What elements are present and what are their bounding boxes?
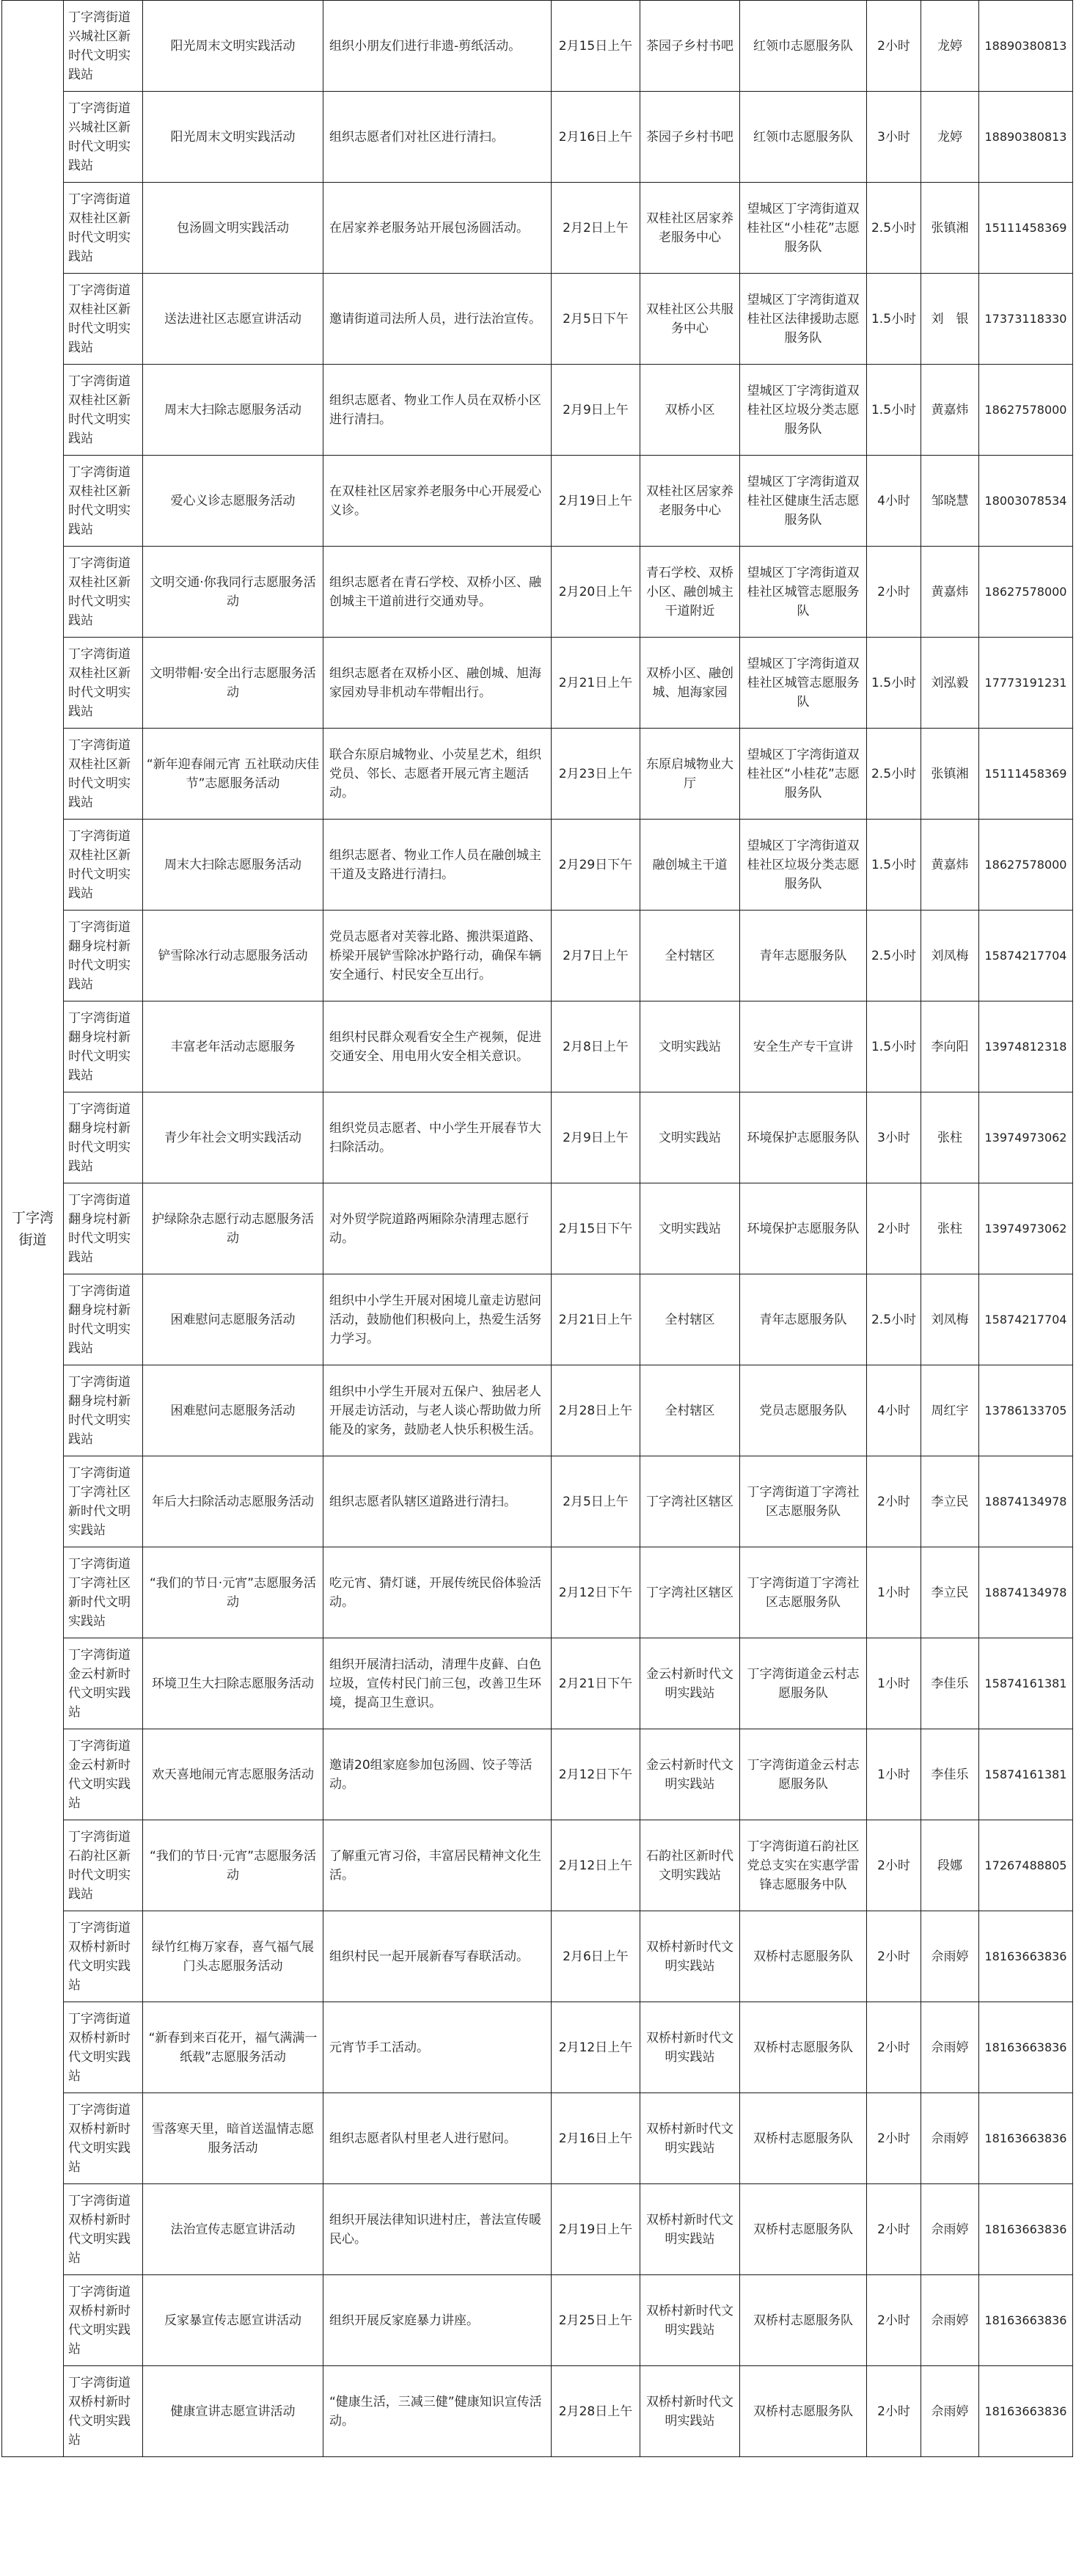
activity-name-cell: 绿竹红梅万家春，喜气福气展门头志愿服务活动 — [143, 1911, 323, 2002]
activity-content-cell: 组织志愿者们对社区进行清扫。 — [323, 92, 552, 183]
activity-content-cell: 了解重元宵习俗，丰富居民精神文化生活。 — [323, 1820, 552, 1911]
activity-place-cell: 茶园子乡村书吧 — [640, 1, 740, 92]
contact-phone-cell: 18163663836 — [979, 2366, 1073, 2457]
contact-person-cell: 周红宇 — [921, 1365, 979, 1456]
activity-content-cell: 在双桂社区居家养老服务中心开展爱心义诊。 — [323, 456, 552, 547]
duration-cell: 3小时 — [867, 92, 921, 183]
duration-cell: 2小时 — [867, 2275, 921, 2366]
contact-phone-cell: 18890380813 — [979, 92, 1073, 183]
contact-phone-cell: 13974812318 — [979, 1001, 1073, 1092]
volunteer-team-cell: 望城区丁字湾街道双桂社区城管志愿服务队 — [740, 638, 867, 729]
activity-place-cell: 全村辖区 — [640, 1365, 740, 1456]
activity-content-cell: 组织中小学生开展对困境儿童走访慰问活动，鼓励他们积极向上，热爱生活努力学习。 — [323, 1274, 552, 1365]
duration-cell: 1.5小时 — [867, 365, 921, 456]
duration-cell: 1小时 — [867, 1638, 921, 1729]
activity-name-cell: 雪落寒天里，暗首送温情志愿服务活动 — [143, 2093, 323, 2184]
duration-cell: 1.5小时 — [867, 1001, 921, 1092]
volunteer-team-cell: 双桥村志愿服务队 — [740, 2093, 867, 2184]
contact-person-cell: 佘雨婷 — [921, 2184, 979, 2275]
contact-phone-cell: 15111458369 — [979, 729, 1073, 820]
table-row — [2, 1547, 1073, 1638]
station-cell: 丁字湾街道双桂社区新时代文明实践站 — [64, 274, 143, 365]
contact-person-cell: 李立民 — [921, 1547, 979, 1638]
duration-cell: 2小时 — [867, 2184, 921, 2275]
contact-person-cell: 刘凤梅 — [921, 911, 979, 1001]
contact-person-cell: 刘 银 — [921, 274, 979, 365]
duration-cell: 2.5小时 — [867, 183, 921, 274]
station-cell: 丁字湾街道兴城社区新时代文明实践站 — [64, 92, 143, 183]
table-row — [2, 274, 1073, 365]
station-cell: 丁字湾街道双桥村新时代文明实践站 — [64, 2275, 143, 2366]
activity-place-cell: 文明实践站 — [640, 1092, 740, 1183]
volunteer-team-cell: 双桥村志愿服务队 — [740, 2366, 867, 2457]
activity-content-cell: 吃元宵、猜灯谜，开展传统民俗体验活动。 — [323, 1547, 552, 1638]
activity-content-cell: 邀请街道司法所人员，进行法治宣传。 — [323, 274, 552, 365]
activity-place-cell: 金云村新时代文明实践站 — [640, 1729, 740, 1820]
station-cell: 丁字湾街道翻身垸村新时代文明实践站 — [64, 1274, 143, 1365]
activity-name-cell: 周末大扫除志愿服务活动 — [143, 820, 323, 911]
station-cell: 丁字湾街道兴城社区新时代文明实践站 — [64, 1, 143, 92]
volunteer-team-cell: 丁字湾街道丁字湾社区志愿服务队 — [740, 1456, 867, 1547]
duration-cell: 2小时 — [867, 1820, 921, 1911]
contact-phone-cell: 18627578000 — [979, 547, 1073, 638]
activity-name-cell: 环境卫生大扫除志愿服务活动 — [143, 1638, 323, 1729]
contact-person-cell: 佘雨婷 — [921, 2002, 979, 2093]
activity-content-cell: 组织志愿者、物业工作人员在双桥小区进行清扫。 — [323, 365, 552, 456]
table-row — [2, 638, 1073, 729]
table-row — [2, 2093, 1073, 2184]
activity-place-cell: 文明实践站 — [640, 1001, 740, 1092]
table-row — [2, 2275, 1073, 2366]
activity-time-cell: 2月23日上午 — [552, 729, 640, 820]
contact-phone-cell: 17373118330 — [979, 274, 1073, 365]
contact-person-cell: 张镇湘 — [921, 183, 979, 274]
table-row — [2, 1001, 1073, 1092]
table-body — [2, 1, 1073, 2457]
contact-phone-cell: 15874161381 — [979, 1638, 1073, 1729]
duration-cell: 4小时 — [867, 456, 921, 547]
activity-time-cell: 2月12日下午 — [552, 1547, 640, 1638]
activity-name-cell: 文明带帽·安全出行志愿服务活动 — [143, 638, 323, 729]
volunteer-team-cell: 青年志愿服务队 — [740, 1274, 867, 1365]
station-cell: 丁字湾街道金云村新时代文明实践站 — [64, 1638, 143, 1729]
duration-cell: 1.5小时 — [867, 638, 921, 729]
activity-time-cell: 2月21日上午 — [552, 638, 640, 729]
contact-phone-cell: 18163663836 — [979, 2184, 1073, 2275]
contact-phone-cell: 18874134978 — [979, 1547, 1073, 1638]
activity-name-cell: “我们的节日·元宵”志愿服务活动 — [143, 1820, 323, 1911]
station-cell: 丁字湾街道石韵社区新时代文明实践站 — [64, 1820, 143, 1911]
station-cell: 丁字湾街道翻身垸村新时代文明实践站 — [64, 1092, 143, 1183]
contact-person-cell: 刘凤梅 — [921, 1274, 979, 1365]
contact-person-cell: 张柱 — [921, 1183, 979, 1274]
activity-place-cell: 双桥村新时代文明实践站 — [640, 2275, 740, 2366]
activity-name-cell: 爱心义诊志愿服务活动 — [143, 456, 323, 547]
duration-cell: 2.5小时 — [867, 911, 921, 1001]
table-row — [2, 820, 1073, 911]
activity-time-cell: 2月20日上午 — [552, 547, 640, 638]
duration-cell: 1小时 — [867, 1547, 921, 1638]
activity-place-cell: 双桥小区、融创城、旭海家园 — [640, 638, 740, 729]
table-row — [2, 547, 1073, 638]
duration-cell: 2小时 — [867, 2366, 921, 2457]
activity-time-cell: 2月2日上午 — [552, 183, 640, 274]
activity-place-cell: 双桂社区公共服务中心 — [640, 274, 740, 365]
volunteer-team-cell: 丁字湾街道金云村志愿服务队 — [740, 1729, 867, 1820]
activity-place-cell: 石韵社区新时代文明实践站 — [640, 1820, 740, 1911]
activity-place-cell: 金云村新时代文明实践站 — [640, 1638, 740, 1729]
contact-phone-cell: 13786133705 — [979, 1365, 1073, 1456]
contact-person-cell: 佘雨婷 — [921, 2093, 979, 2184]
volunteer-team-cell: 环境保护志愿服务队 — [740, 1092, 867, 1183]
station-cell: 丁字湾街道翻身垸村新时代文明实践站 — [64, 1365, 143, 1456]
station-cell: 丁字湾街道翻身垸村新时代文明实践站 — [64, 911, 143, 1001]
activity-place-cell: 全村辖区 — [640, 1274, 740, 1365]
volunteer-team-cell: 安全生产专干宣讲 — [740, 1001, 867, 1092]
contact-person-cell: 刘泓毅 — [921, 638, 979, 729]
duration-cell: 1.5小时 — [867, 820, 921, 911]
volunteer-team-cell: 丁字湾街道丁字湾社区志愿服务队 — [740, 1547, 867, 1638]
volunteer-team-cell: 青年志愿服务队 — [740, 911, 867, 1001]
station-cell: 丁字湾街道丁字湾社区新时代文明实践站 — [64, 1547, 143, 1638]
activity-content-cell: 组织村民群众观看安全生产视频，促进交通安全、用电用火安全相关意识。 — [323, 1001, 552, 1092]
station-cell: 丁字湾街道双桂社区新时代文明实践站 — [64, 729, 143, 820]
activity-content-cell: 组织党员志愿者、中小学生开展春节大扫除活动。 — [323, 1092, 552, 1183]
contact-person-cell: 黄嘉炜 — [921, 547, 979, 638]
contact-phone-cell: 15874217704 — [979, 1274, 1073, 1365]
volunteer-team-cell: 望城区丁字湾街道双桂社区“小桂花”志愿服务队 — [740, 183, 867, 274]
activity-content-cell: 组织开展法律知识进村庄，普法宣传暖民心。 — [323, 2184, 552, 2275]
activity-time-cell: 2月25日上午 — [552, 2275, 640, 2366]
table-row — [2, 1183, 1073, 1274]
contact-phone-cell: 18627578000 — [979, 820, 1073, 911]
contact-phone-cell: 17267488805 — [979, 1820, 1073, 1911]
activity-content-cell: 元宵节手工活动。 — [323, 2002, 552, 2093]
activity-content-cell: 组织小朋友们进行非遗-剪纸活动。 — [323, 1, 552, 92]
activity-schedule-table — [1, 0, 1073, 2457]
contact-phone-cell: 18163663836 — [979, 2002, 1073, 2093]
duration-cell: 2小时 — [867, 1456, 921, 1547]
activity-content-cell: 组织志愿者在双桥小区、融创城、旭海家园劝导非机动车带帽出行。 — [323, 638, 552, 729]
activity-time-cell: 2月12日下午 — [552, 1729, 640, 1820]
activity-place-cell: 双桂社区居家养老服务中心 — [640, 183, 740, 274]
activity-name-cell: 阳光周末文明实践活动 — [143, 1, 323, 92]
activity-name-cell: 困难慰问志愿服务活动 — [143, 1365, 323, 1456]
contact-phone-cell: 18627578000 — [979, 365, 1073, 456]
activity-time-cell: 2月19日上午 — [552, 456, 640, 547]
activity-place-cell: 双桥村新时代文明实践站 — [640, 1911, 740, 2002]
station-cell: 丁字湾街道双桂社区新时代文明实践站 — [64, 365, 143, 456]
activity-place-cell: 双桥小区 — [640, 365, 740, 456]
contact-person-cell: 段娜 — [921, 1820, 979, 1911]
contact-person-cell: 张柱 — [921, 1092, 979, 1183]
volunteer-team-cell: 望城区丁字湾街道双桂社区法律援助志愿服务队 — [740, 274, 867, 365]
activity-time-cell: 2月6日上午 — [552, 1911, 640, 2002]
activity-time-cell: 2月15日上午 — [552, 1, 640, 92]
activity-place-cell: 双桂社区居家养老服务中心 — [640, 456, 740, 547]
station-cell: 丁字湾街道双桂社区新时代文明实践站 — [64, 456, 143, 547]
station-cell: 丁字湾街道双桥村新时代文明实践站 — [64, 2184, 143, 2275]
duration-cell: 4小时 — [867, 1365, 921, 1456]
activity-name-cell: 文明交通·你我同行志愿服务活动 — [143, 547, 323, 638]
contact-person-cell: 佘雨婷 — [921, 2366, 979, 2457]
volunteer-team-cell: 双桥村志愿服务队 — [740, 1911, 867, 2002]
activity-name-cell: 丰富老年活动志愿服务 — [143, 1001, 323, 1092]
table-row — [2, 1092, 1073, 1183]
station-cell: 丁字湾街道双桥村新时代文明实践站 — [64, 2093, 143, 2184]
activity-name-cell: 阳光周末文明实践活动 — [143, 92, 323, 183]
station-cell: 丁字湾街道翻身垸村新时代文明实践站 — [64, 1183, 143, 1274]
activity-place-cell: 茶园子乡村书吧 — [640, 92, 740, 183]
contact-person-cell: 李佳乐 — [921, 1729, 979, 1820]
contact-phone-cell: 18163663836 — [979, 2275, 1073, 2366]
station-cell: 丁字湾街道丁字湾社区新时代文明实践站 — [64, 1456, 143, 1547]
activity-time-cell: 2月28日上午 — [552, 2366, 640, 2457]
activity-content-cell: 党员志愿者对芙蓉北路、搬洪渠道路、桥梁开展铲雪除冰护路行动，确保车辆安全通行、村民安全互出行。 — [323, 911, 552, 1001]
activity-content-cell: 组织志愿者、物业工作人员在融创城主干道及支路进行清扫。 — [323, 820, 552, 911]
volunteer-team-cell: 红领巾志愿服务队 — [740, 1, 867, 92]
contact-phone-cell: 18163663836 — [979, 2093, 1073, 2184]
activity-time-cell: 2月12日上午 — [552, 1820, 640, 1911]
street-area-cell: 丁字湾街道 — [2, 1, 64, 2457]
station-cell: 丁字湾街道金云村新时代文明实践站 — [64, 1729, 143, 1820]
activity-place-cell: 双桥村新时代文明实践站 — [640, 2366, 740, 2457]
station-cell: 丁字湾街道双桂社区新时代文明实践站 — [64, 547, 143, 638]
duration-cell: 2小时 — [867, 2093, 921, 2184]
station-cell: 丁字湾街道双桥村新时代文明实践站 — [64, 1911, 143, 2002]
duration-cell: 1小时 — [867, 1729, 921, 1820]
table-row — [2, 183, 1073, 274]
volunteer-team-cell: 望城区丁字湾街道双桂社区城管志愿服务队 — [740, 547, 867, 638]
duration-cell: 2.5小时 — [867, 729, 921, 820]
activity-content-cell: 组织志愿者队村里老人进行慰问。 — [323, 2093, 552, 2184]
activity-name-cell: 护绿除杂志愿行动志愿服务活动 — [143, 1183, 323, 1274]
table-row — [2, 911, 1073, 1001]
station-cell: 丁字湾街道双桂社区新时代文明实践站 — [64, 183, 143, 274]
volunteer-team-cell: 双桥村志愿服务队 — [740, 2002, 867, 2093]
activity-name-cell: 送法进社区志愿宣讲活动 — [143, 274, 323, 365]
activity-time-cell: 2月21日上午 — [552, 1274, 640, 1365]
volunteer-team-cell: 红领巾志愿服务队 — [740, 92, 867, 183]
table-row — [2, 1638, 1073, 1729]
table-row — [2, 1911, 1073, 2002]
contact-phone-cell: 18003078534 — [979, 456, 1073, 547]
contact-person-cell: 黄嘉炜 — [921, 365, 979, 456]
volunteer-team-cell: 环境保护志愿服务队 — [740, 1183, 867, 1274]
duration-cell: 2.5小时 — [867, 1274, 921, 1365]
activity-time-cell: 2月16日上午 — [552, 2093, 640, 2184]
table-row — [2, 2366, 1073, 2457]
station-cell: 丁字湾街道双桥村新时代文明实践站 — [64, 2002, 143, 2093]
activity-name-cell: “新年迎春闹元宵 五社联动庆佳节”志愿服务活动 — [143, 729, 323, 820]
duration-cell: 2小时 — [867, 547, 921, 638]
activity-time-cell: 2月28日上午 — [552, 1365, 640, 1456]
table-row — [2, 365, 1073, 456]
contact-person-cell: 龙婷 — [921, 1, 979, 92]
table-row — [2, 2184, 1073, 2275]
table-row — [2, 1365, 1073, 1456]
activity-time-cell: 2月15日下午 — [552, 1183, 640, 1274]
contact-phone-cell: 18890380813 — [979, 1, 1073, 92]
activity-place-cell: 全村辖区 — [640, 911, 740, 1001]
duration-cell: 2小时 — [867, 1183, 921, 1274]
contact-phone-cell: 15874161381 — [979, 1729, 1073, 1820]
activity-time-cell: 2月16日上午 — [552, 92, 640, 183]
contact-phone-cell: 15111458369 — [979, 183, 1073, 274]
activity-time-cell: 2月5日下午 — [552, 274, 640, 365]
activity-name-cell: 包汤圆文明实践活动 — [143, 183, 323, 274]
activity-content-cell: 组织志愿者在青石学校、双桥小区、融创城主干道前进行交通劝导。 — [323, 547, 552, 638]
volunteer-team-cell: 党员志愿服务队 — [740, 1365, 867, 1456]
activity-time-cell: 2月8日上午 — [552, 1001, 640, 1092]
activity-name-cell: 周末大扫除志愿服务活动 — [143, 365, 323, 456]
volunteer-team-cell: 双桥村志愿服务队 — [740, 2184, 867, 2275]
activity-time-cell: 2月9日上午 — [552, 365, 640, 456]
activity-content-cell: “健康生活，三减三健”健康知识宣传活动。 — [323, 2366, 552, 2457]
activity-time-cell: 2月7日上午 — [552, 911, 640, 1001]
table-row — [2, 456, 1073, 547]
activity-content-cell: 组织志愿者队辖区道路进行清扫。 — [323, 1456, 552, 1547]
activity-place-cell: 东原启城物业大厅 — [640, 729, 740, 820]
activity-content-cell: 组织中小学生开展对五保户、独居老人开展走访活动，与老人谈心帮助做力所能及的家务，鼓励老人快乐积极生活。 — [323, 1365, 552, 1456]
activity-time-cell: 2月21日下午 — [552, 1638, 640, 1729]
table-row — [2, 1, 1073, 92]
contact-person-cell: 李佳乐 — [921, 1638, 979, 1729]
contact-person-cell: 黄嘉炜 — [921, 820, 979, 911]
activity-place-cell: 双桥村新时代文明实践站 — [640, 2184, 740, 2275]
activity-time-cell: 2月9日上午 — [552, 1092, 640, 1183]
contact-phone-cell: 17773191231 — [979, 638, 1073, 729]
volunteer-team-cell: 望城区丁字湾街道双桂社区垃圾分类志愿服务队 — [740, 365, 867, 456]
table-row — [2, 1729, 1073, 1820]
volunteer-team-cell: 望城区丁字湾街道双桂社区垃圾分类志愿服务队 — [740, 820, 867, 911]
contact-person-cell: 李立民 — [921, 1456, 979, 1547]
duration-cell: 2小时 — [867, 1911, 921, 2002]
activity-content-cell: 组织村民一起开展新春写春联活动。 — [323, 1911, 552, 2002]
contact-phone-cell: 18874134978 — [979, 1456, 1073, 1547]
contact-phone-cell: 13974973062 — [979, 1183, 1073, 1274]
contact-person-cell: 佘雨婷 — [921, 2275, 979, 2366]
table-row — [2, 1274, 1073, 1365]
duration-cell: 2小时 — [867, 2002, 921, 2093]
activity-place-cell: 双桥村新时代文明实践站 — [640, 2093, 740, 2184]
activity-time-cell: 2月19日上午 — [552, 2184, 640, 2275]
volunteer-team-cell: 双桥村志愿服务队 — [740, 2275, 867, 2366]
contact-person-cell: 佘雨婷 — [921, 1911, 979, 2002]
activity-name-cell: 健康宣讲志愿宣讲活动 — [143, 2366, 323, 2457]
activity-content-cell: 在居家养老服务站开展包汤圆活动。 — [323, 183, 552, 274]
table-row — [2, 729, 1073, 820]
activity-place-cell: 青石学校、双桥小区、融创城主干道附近 — [640, 547, 740, 638]
activity-name-cell: 法治宣传志愿宣讲活动 — [143, 2184, 323, 2275]
activity-place-cell: 文明实践站 — [640, 1183, 740, 1274]
table-row — [2, 92, 1073, 183]
activity-place-cell: 丁字湾社区辖区 — [640, 1547, 740, 1638]
activity-content-cell: 对外贸学院道路两厢除杂清理志愿行动。 — [323, 1183, 552, 1274]
activity-name-cell: 铲雪除冰行动志愿服务活动 — [143, 911, 323, 1001]
activity-name-cell: “新春到来百花开，福气满满一纸载”志愿服务活动 — [143, 2002, 323, 2093]
activity-place-cell: 融创城主干道 — [640, 820, 740, 911]
station-cell: 丁字湾街道双桂社区新时代文明实践站 — [64, 638, 143, 729]
activity-name-cell: 困难慰问志愿服务活动 — [143, 1274, 323, 1365]
activity-name-cell: 欢天喜地闹元宵志愿服务活动 — [143, 1729, 323, 1820]
activity-name-cell: 年后大扫除活动志愿服务活动 — [143, 1456, 323, 1547]
volunteer-team-cell: 望城区丁字湾街道双桂社区“小桂花”志愿服务队 — [740, 729, 867, 820]
table-row — [2, 1456, 1073, 1547]
contact-person-cell: 邹晓慧 — [921, 456, 979, 547]
activity-name-cell: 青少年社会文明实践活动 — [143, 1092, 323, 1183]
activity-content-cell: 邀请20组家庭参加包汤圆、饺子等活动。 — [323, 1729, 552, 1820]
station-cell: 丁字湾街道双桂社区新时代文明实践站 — [64, 820, 143, 911]
activity-place-cell: 双桥村新时代文明实践站 — [640, 2002, 740, 2093]
activity-place-cell: 丁字湾社区辖区 — [640, 1456, 740, 1547]
contact-person-cell: 龙婷 — [921, 92, 979, 183]
contact-person-cell: 张镇湘 — [921, 729, 979, 820]
activity-time-cell: 2月29日下午 — [552, 820, 640, 911]
table-row — [2, 1820, 1073, 1911]
duration-cell: 3小时 — [867, 1092, 921, 1183]
duration-cell: 2小时 — [867, 1, 921, 92]
contact-phone-cell: 18163663836 — [979, 1911, 1073, 2002]
table-row — [2, 2002, 1073, 2093]
contact-phone-cell: 15874217704 — [979, 911, 1073, 1001]
activity-name-cell: “我们的节日·元宵”志愿服务活动 — [143, 1547, 323, 1638]
activity-content-cell: 组织开展清扫活动，清理牛皮藓、白色垃圾，宣传村民门前三包，改善卫生环境，提高卫生意识。 — [323, 1638, 552, 1729]
duration-cell: 1.5小时 — [867, 274, 921, 365]
contact-person-cell: 李向阳 — [921, 1001, 979, 1092]
volunteer-team-cell: 望城区丁字湾街道双桂社区健康生活志愿服务队 — [740, 456, 867, 547]
activity-time-cell: 2月12日上午 — [552, 2002, 640, 2093]
activity-name-cell: 反家暴宣传志愿宣讲活动 — [143, 2275, 323, 2366]
station-cell: 丁字湾街道翻身垸村新时代文明实践站 — [64, 1001, 143, 1092]
activity-content-cell: 联合东原启城物业、小荧星艺术，组织党员、邻长、志愿者开展元宵主题活动。 — [323, 729, 552, 820]
volunteer-team-cell: 丁字湾街道金云村志愿服务队 — [740, 1638, 867, 1729]
activity-content-cell: 组织开展反家庭暴力讲座。 — [323, 2275, 552, 2366]
activity-time-cell: 2月5日上午 — [552, 1456, 640, 1547]
contact-phone-cell: 13974973062 — [979, 1092, 1073, 1183]
station-cell: 丁字湾街道双桥村新时代文明实践站 — [64, 2366, 143, 2457]
volunteer-team-cell: 丁字湾街道石韵社区党总支实在实惠学雷锋志愿服务中队 — [740, 1820, 867, 1911]
